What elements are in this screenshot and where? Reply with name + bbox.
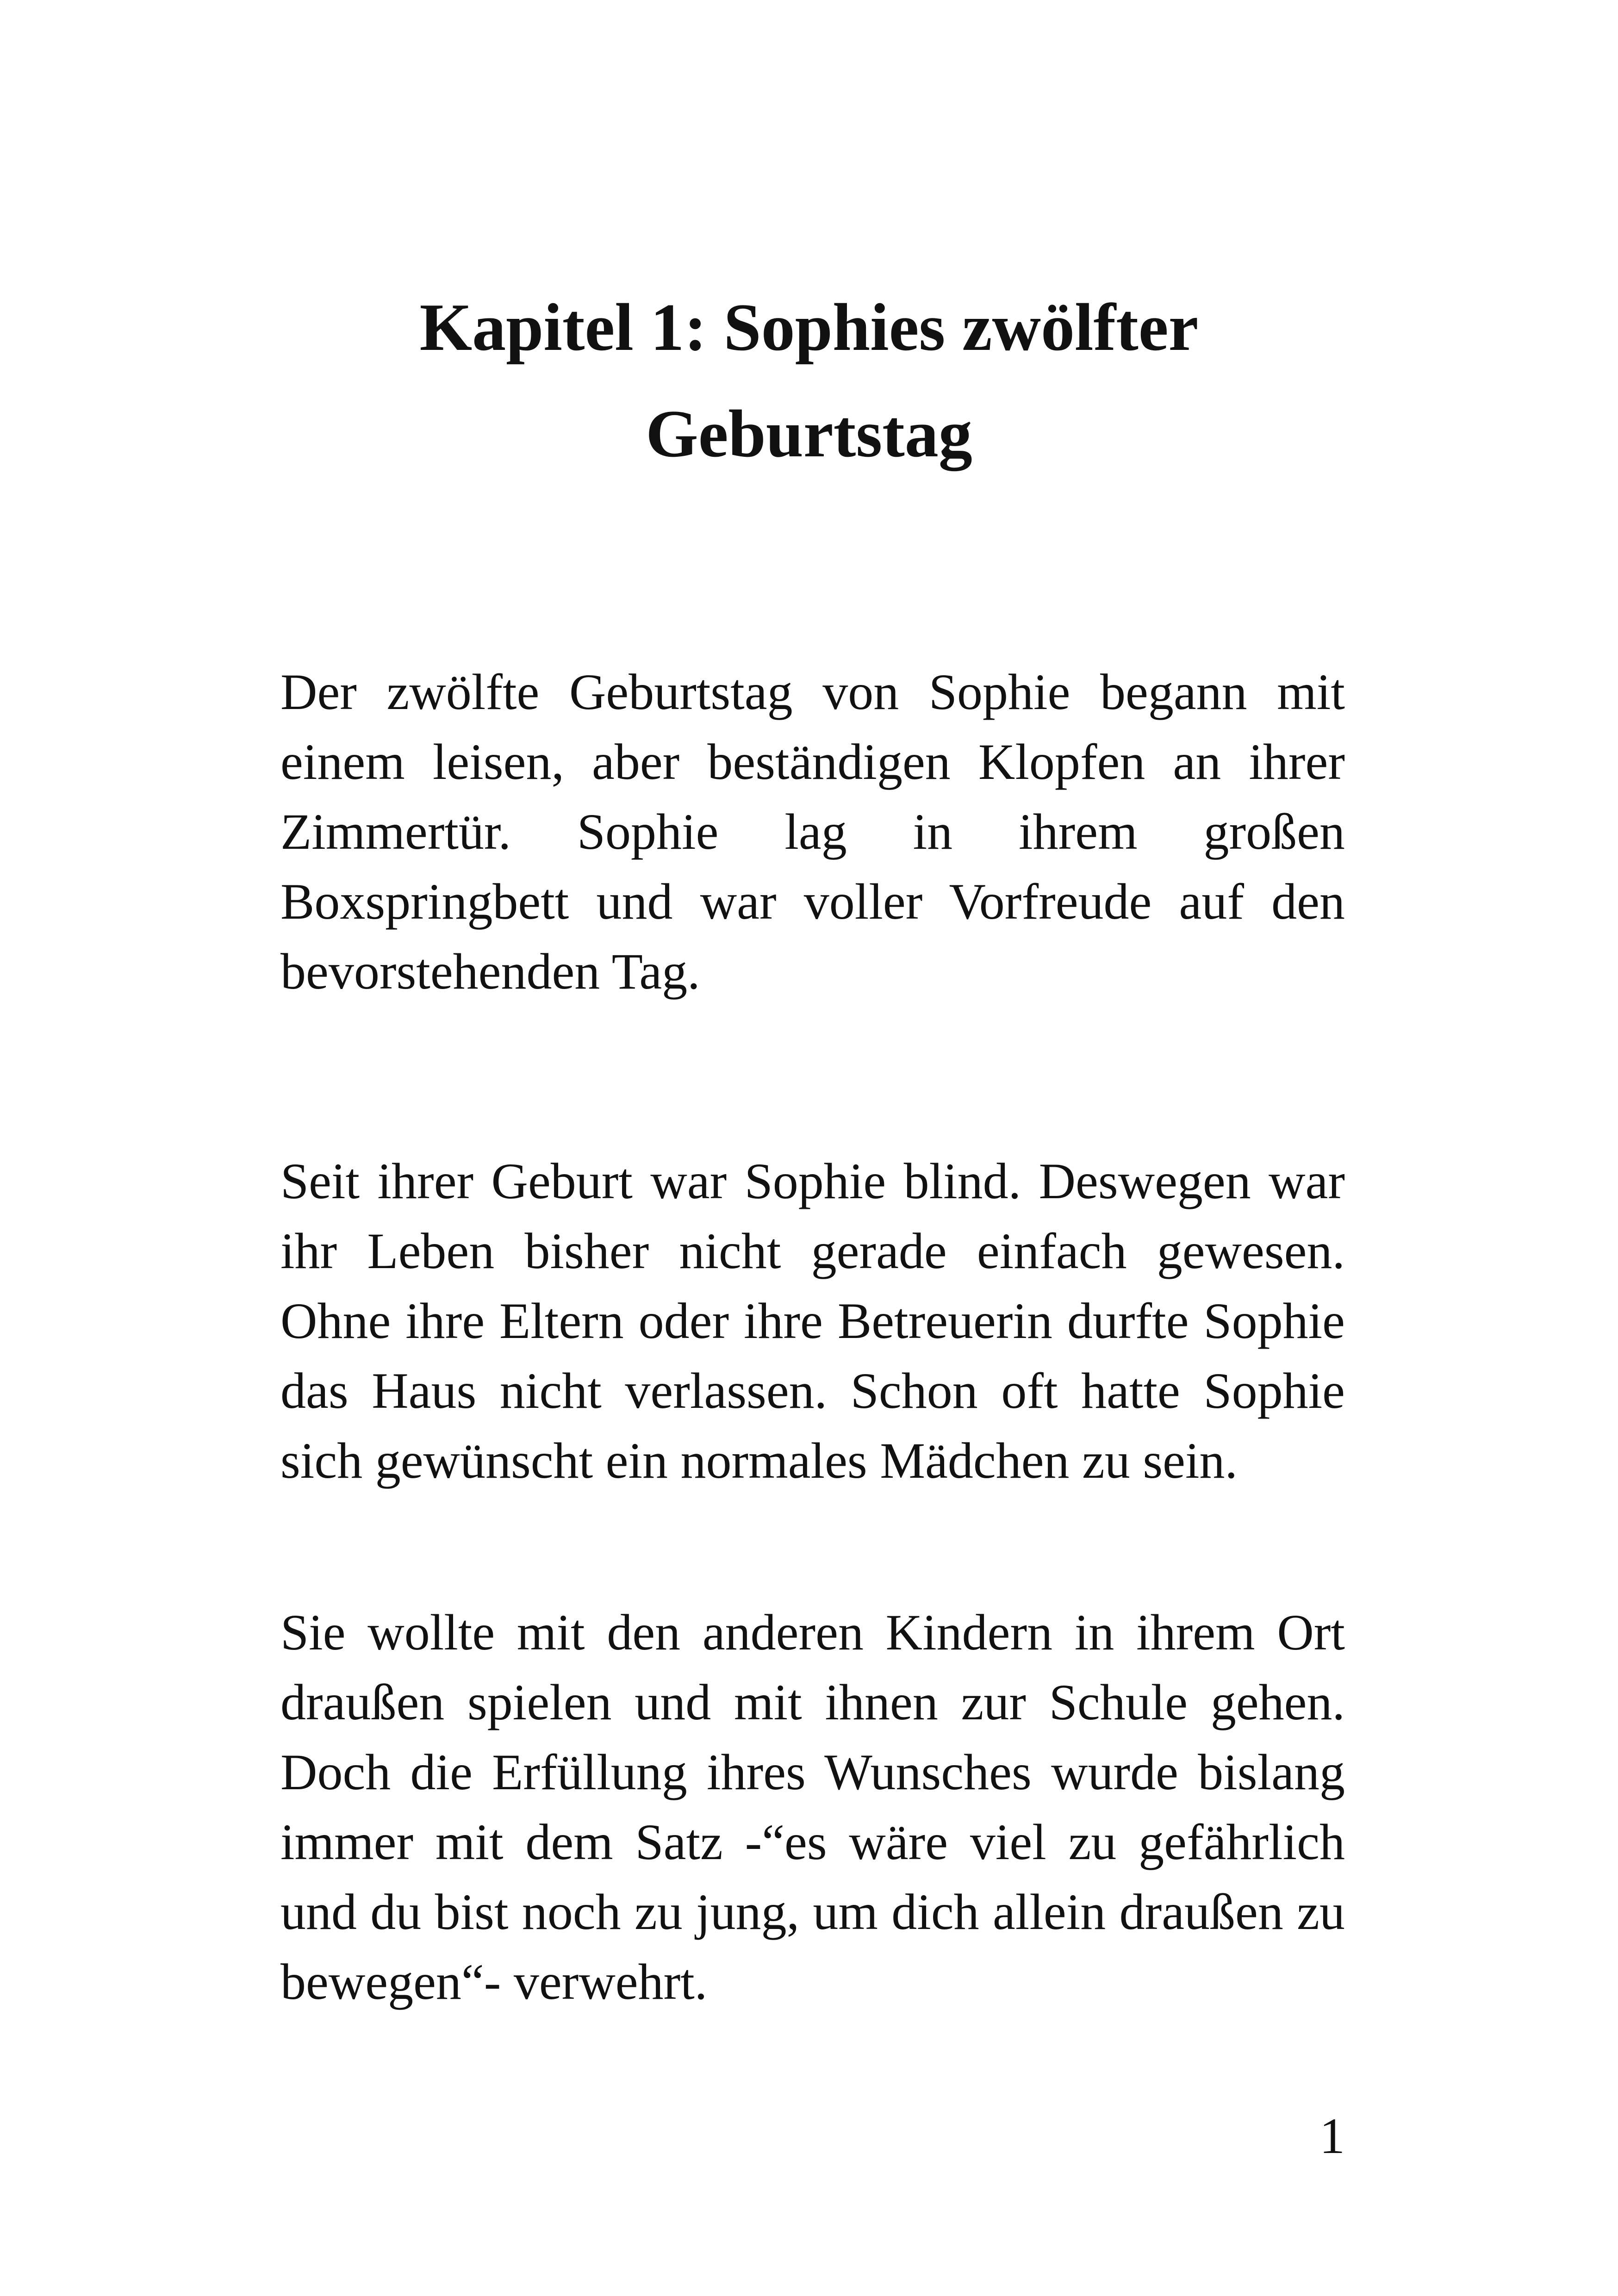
paragraph-2: Seit ihrer Geburt war Sophie blind. Deswegen war ihr Leben bisher nicht gerade einfach gewesen. Ohne ihre Eltern oder ihre Betreuerin durfte Sophie das Haus nicht verlassen. Schon oft hatte Sophie sich gewünscht ein normales Mädchen zu sein.	[280, 1153, 1345, 1489]
chapter-title-line-1: Kapitel 1: Sophies zwölfter	[419, 290, 1199, 365]
chapter-title	[0, 274, 1618, 487]
paragraph-1: Der zwölfte Geburtstag von Sophie begann mit einem leisen, aber beständigen Klopfen an ihrer Zimmertür. Sophie lag in ihrem großen Boxspringbett und war voller Vorfreude auf den bevorstehenden Tag.	[280, 664, 1345, 1000]
chapter-title-line-2: Geburtstag	[646, 396, 972, 471]
paragraph-3: Sie wollte mit den anderen Kindern in ihrem Ort draußen spielen und mit ihnen zur Schule gehen. Doch die Erfüllung ihres Wunsches wurde bislang immer mit dem Satz -“es wäre viel zu gefährlich und du bist noch zu jung, um dich allein draußen zu bewegen“- verwehrt.	[280, 1604, 1345, 2010]
page-number: 1	[1319, 2108, 1345, 2164]
